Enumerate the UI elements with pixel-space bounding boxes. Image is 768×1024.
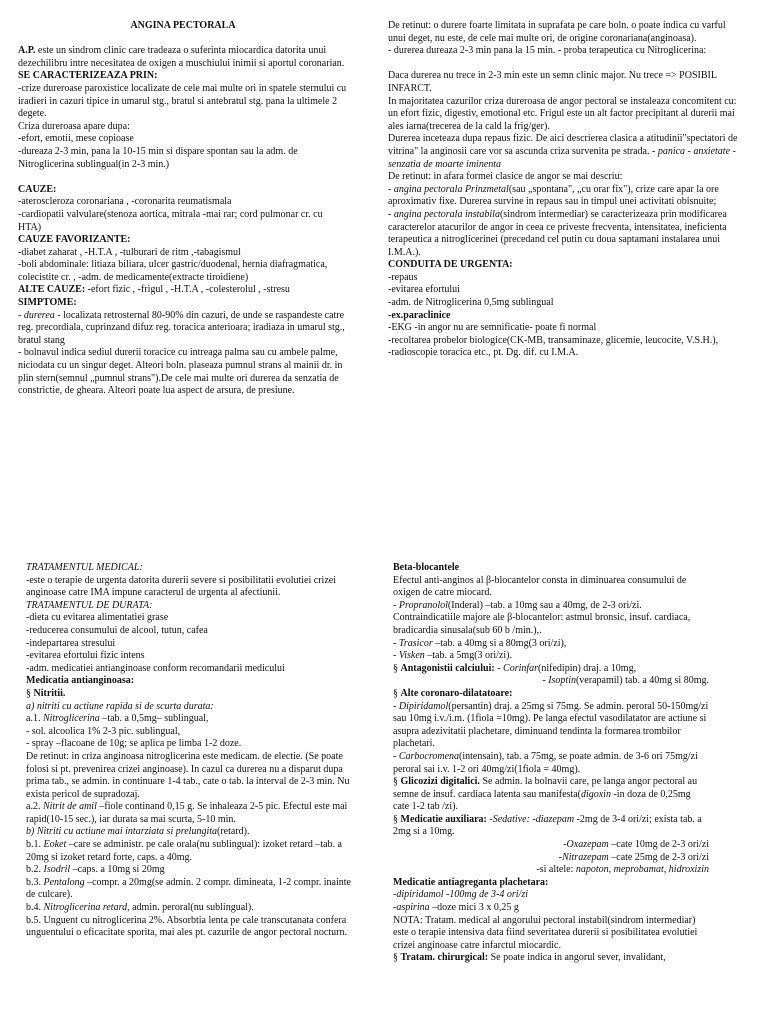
text-segment: Pentalong — [43, 876, 85, 888]
bottom-left-paragraph: b.5. Unguent cu nitroglicerina 2%. Absorbtia lenta pe cale transcutanata confera unguentului o eficacitate sporita, mai ales pt. cazurile de angor pectoral nocturn. — [26, 914, 347, 939]
bottom-right-paragraph: Medicatie antiagreganta plachetara: — [393, 876, 549, 888]
text-segment: Corinfar — [503, 662, 539, 674]
text-segment: § — [393, 662, 401, 674]
text-segment: (verapamil) tab. a 40mg si 80mg. — [575, 675, 709, 687]
text-segment: Nitrit de amil — [42, 801, 97, 813]
bottom-left-paragraph: TRATAMENTUL DE DURATA: — [26, 599, 153, 611]
bottom-right-paragraph — [393, 650, 709, 663]
text-segment: - — [558, 851, 563, 863]
bottom-left-paragraph — [26, 839, 354, 864]
text-segment: b.2. — [26, 864, 44, 876]
text-segment: § — [393, 952, 401, 964]
text-segment: b) Nitriti cu actiune mai intarziata si prelungita — [26, 826, 218, 838]
text-segment: b.4. — [26, 902, 44, 914]
text-segment: Tratam. chirurgical: — [400, 952, 489, 964]
text-segment: Medicatie auxiliara: — [400, 813, 487, 825]
text-segment: - — [393, 750, 399, 762]
top-left-paragraph: -cardiopatii valvulare(stenoza aortica, mitrala -mai rar; cord pulmonar cr. cu HTA) — [18, 208, 323, 233]
bottom-right-paragraph — [393, 638, 709, 651]
top-left-paragraph: Criza dureroasa apare dupa: — [18, 120, 130, 132]
bottom-left-paragraph: De retinut: in criza anginoasa nitroglicerina este medicam. de electie. (Se poate folosi si pt. prevenirea crizei anginoase). In cazul ca durerea nu a disparut dupa prima tab., se admin. in continuare 1-4 tab., cate o tab. la interval de 2-3 min. Nu exista pericol de supradozaj. — [26, 750, 350, 800]
bottom-left-paragraph — [26, 801, 354, 826]
top-left-paragraph: -efort, emotii, mese copioase — [18, 133, 134, 145]
text-segment: –cate 10mg de 2-3 ori/zi — [608, 839, 709, 851]
top-right-paragraph: -recoltarea probelor biologice(CK-MB, transaminaze, glicemie, leucocite, V.S.H.), — [388, 334, 719, 346]
text-segment: angina pectorala instabila — [393, 208, 500, 220]
top-right-paragraph: -EKG -in angor nu are semnificatie- poate fi normal — [388, 322, 597, 334]
top-right-paragraph — [388, 133, 738, 171]
text-segment: § — [26, 687, 34, 699]
text-segment: Se poate indica in angorul sever, invalidant, — [488, 952, 666, 964]
text-segment: -aspirina — [393, 902, 430, 914]
text-segment: Glicozizi digitalici. — [400, 776, 480, 788]
text-segment: este un sindrom clinic care tradeaza o suferinta miocardica datorita unui dezechilibru intre necesitatea de oxigen a muschiului inimii si aportul coronarian. — [18, 45, 345, 69]
text-segment: –doze mici 3 x 0,25 g — [429, 902, 519, 914]
text-segment: napoton, meprobamat, hidroxizin — [575, 864, 709, 876]
top-left-paragraph: -crize dureroase paroxistice localizate de cele mai multe ori in spatele sternului cu iradieri in cazuri tipice in umarul stg., bratul si antebratul stg. pana la ultimele 2 degete. — [18, 82, 347, 120]
text-segment: (intensain), tab. a 75mg, se poate admin. de 3-6 ori 75mg/zi peroral sai i.v. 1-2 ori 40mg/zi(1fiola = 40mg). — [393, 750, 698, 775]
top-left-paragraph — [18, 310, 348, 348]
text-segment: - — [563, 839, 567, 851]
bottom-left-paragraph: -indepartarea stresului — [26, 637, 116, 649]
top-left-paragraph — [18, 284, 348, 297]
bottom-right-paragraph: Beta-blocantele — [393, 562, 460, 573]
bottom-left-paragraph — [26, 902, 354, 915]
bottom-left-paragraph — [26, 877, 354, 902]
bottom-right-paragraph — [393, 675, 709, 688]
bottom-right-paragraph — [393, 952, 709, 965]
bottom-left-paragraph — [26, 864, 354, 877]
text-segment: - — [542, 675, 549, 687]
top-left-paragraph — [18, 171, 348, 184]
text-segment: –tab. a 0,5mg– sublingual, — [99, 713, 209, 725]
text-segment: - — [494, 662, 504, 674]
text-segment: A.P. — [18, 45, 38, 57]
text-segment: - — [486, 813, 493, 825]
text-segment: Nitritii. — [33, 687, 66, 699]
bottom-right-paragraph — [393, 776, 709, 814]
top-left-paragraph: CAUZE FAVORIZANTE: — [18, 234, 131, 246]
top-right-paragraph — [388, 209, 738, 259]
top-right-paragraph: -evitarea efortului — [388, 284, 460, 296]
top-right-paragraph: De retinut: o durere foarte limitata in suprafata pe care boln. o poate indica cu varful unui deget, nu este, de cele mai multe ori, de origine coronariana(anginoasa). — [388, 20, 726, 44]
text-segment: Propranolol — [398, 599, 448, 611]
bottom-right-paragraph — [393, 902, 709, 915]
bottom-left-paragraph — [26, 826, 354, 839]
text-segment: Dipiridamol — [398, 700, 449, 712]
text-segment: panica - anxietate - senzatia de moarte iminenta — [388, 145, 736, 170]
top-left-paragraph: -diabet zaharat , -H.T.A , -tulburari de ritm ,-tabagismul — [18, 246, 241, 258]
text-segment: angina pectorala Prinzmetal — [393, 183, 509, 195]
bottom-left-column — [26, 562, 354, 940]
bottom-left-paragraph — [26, 713, 354, 726]
top-left-paragraph: -dureaza 2-3 min, pana la 10-15 min si dispare spontan sau la adm. de Nitroglicerina sublingual(in 2-3 min.) — [18, 145, 298, 170]
text-segment: Eoket — [43, 839, 67, 851]
text-segment: (nifedipin) draj. a 10mg, — [538, 662, 637, 674]
text-segment: § — [393, 776, 401, 788]
top-right-paragraph: CONDUITA DE URGENTA: — [388, 259, 513, 271]
text-segment: b.3. — [26, 876, 44, 888]
text-segment: - localizata retrosternal 80-90% din cazuri, de unde se raspandeste catre reg. precordiala, cuprinzand difuz reg. toracica anterioara; iradiaza in umarul stg., bratul stang — [18, 309, 345, 346]
text-segment: Isoptin — [548, 675, 576, 687]
text-segment: ALTE CAUZE: — [18, 284, 88, 296]
top-left-paragraph: CAUZE: — [18, 183, 57, 195]
text-segment: § — [393, 813, 401, 825]
bottom-right-paragraph — [393, 600, 709, 613]
text-segment: Nitrazepam — [562, 851, 609, 863]
bottom-left-paragraph: - spray –flacoane de 10g; se aplica pe limba 1-2 doze. — [26, 738, 242, 750]
top-right-paragraph: Daca durerea nu trece in 2-3 min este un semn clinic major. Nu trece => POSIBIL INFARCT. — [388, 70, 717, 94]
text-segment: Visken — [398, 650, 425, 662]
bottom-right-paragraph — [393, 839, 709, 852]
bottom-right-paragraph — [393, 852, 709, 865]
bottom-left-paragraph: - sol. alcoolica 1% 2-3 pic. sublingual, — [26, 725, 181, 737]
top-left-paragraph — [18, 45, 348, 70]
bottom-right-paragraph — [393, 814, 709, 839]
text-segment: -2mg de 3-4 ori/zi; exista tab. a 2mg si a 10mg. — [393, 813, 702, 838]
text-segment: -in doza de 0,25mg cate 1-2 tab /zi). — [393, 788, 691, 813]
bottom-left-paragraph: TRATAMENTUL MEDICAL: — [26, 562, 143, 573]
text-segment: durerea — [23, 309, 55, 321]
text-segment: Nitroglicerina retard — [43, 902, 128, 914]
text-segment: a.1. — [26, 713, 43, 725]
text-segment: Alte coronaro-dilatatoare: — [400, 687, 513, 699]
top-right-paragraph — [388, 184, 738, 209]
bottom-right-paragraph: Efectul anti-anginos al β-blocantelor consta in diminuarea consumului de oxigen de catre miocard. — [393, 574, 687, 599]
top-left-paragraph: SIMPTOME: — [18, 297, 77, 309]
text-segment: Trasicor — [398, 637, 433, 649]
bottom-left-paragraph: a) nitriti cu actiune rapida si de scurta durata: — [26, 700, 214, 712]
top-left-paragraph: ANGINA PECTORALA — [130, 20, 236, 31]
bottom-left-paragraph: -dieta cu evitarea alimentatiei grase — [26, 612, 169, 624]
text-segment: Isodril — [43, 864, 71, 876]
text-segment: (Inderal) –tab. a 10mg sau a 40mg, de 2-3 ori/zi. — [447, 599, 642, 611]
text-segment: –caps. a 10mg si 20mg — [70, 864, 165, 876]
bottom-left-paragraph: -este o terapie de urgenta datorita durerii severe si posibilitatii evolutiei crizei anginoase catre IMA impune caracterul de urgenta al afectiunii. — [26, 574, 336, 599]
text-segment: -efort fizic , -frigul , -H.T.A , -colesterolul , -stresu — [87, 284, 290, 296]
top-right-paragraph — [388, 58, 738, 71]
text-segment: - — [18, 309, 24, 321]
bottom-right-paragraph — [393, 688, 709, 701]
text-segment: - — [393, 650, 399, 662]
top-right-paragraph: - durerea dureaza 2-3 min pana la 15 min. - proba terapeutica cu Nitroglicerina: — [388, 45, 707, 57]
top-left-paragraph: - bolnavul indica sediul durerii toracice cu intreaga palma sau cu ambele palme, niciodata cu un singur deget. Alteori boln. plaseaza pumnul strans al mainii dr. in plin stern(semnul „pumnul strans").De cele mai multe ori durerea da senzatia de constrictie, de gheara. Alteori poate lua aspect de arsura, de presiune. — [18, 347, 343, 397]
bottom-right-paragraph: -dipiridamol -100mg de 3-4 ori/zi — [393, 889, 528, 901]
bottom-right-paragraph: Contraindicatiile majore ale β-blocantelor: astmul bronsic, insuf. cardiaca, bradicardia sinusala(sub 60 b /min.),. — [393, 612, 691, 636]
top-left-paragraph: SE CARACTERIZEAZA PRIN: — [18, 70, 158, 82]
text-segment: (sau „spontana", „cu orar fix"), crize care apar la ore aproximativ fixe. Durerea survine in repaus sau in timpul unei activitati obisnuite; — [388, 183, 719, 208]
top-left-column — [18, 20, 348, 398]
text-segment: –tab. a 5mg(3 ori/zi). — [424, 650, 512, 662]
top-right-paragraph: In majoritatea cazurilor criza dureroasa de angor pectoral se instaleaza concomitent cu: un efort fizic, digestiv, emotional etc. Frigul este un alt factor precipitant al durerii mai ales iarna(trecerea de la cald la frig/ger). — [388, 95, 737, 132]
text-segment: Carbocromena — [398, 750, 460, 762]
top-left-paragraph: -boli abdominale: litiaza biliara, ulcer gastric/duodenal, hernia diafragmatica, colecistite cr. , -adm. de medicamente(extracte tiroidiene) — [18, 259, 328, 283]
text-segment: –compr. a 20mg(se admin. 2 compr. dimineata, 1-2 compr. inainte de culcare). — [26, 876, 351, 901]
top-right-paragraph: -repaus — [388, 271, 418, 283]
text-segment: - — [388, 208, 394, 220]
text-segment: - — [393, 700, 399, 712]
bottom-left-paragraph: -reducerea consumului de alcool, tutun, cafea — [26, 624, 208, 636]
text-segment: , admin. peroral(nu sublingual). — [127, 902, 254, 914]
top-left-paragraph — [18, 33, 348, 46]
top-left-paragraph: -ateroscleroza coronariana , -coronarita reumatismala — [18, 196, 232, 208]
text-segment: (retard). — [217, 826, 250, 838]
bottom-left-paragraph: -adm. medicatiei antianginoase conform recomandarii medicului — [26, 662, 285, 674]
top-right-paragraph: -adm. de Nitroglicerina 0,5mg sublingual — [388, 297, 554, 309]
top-right-paragraph: -radioscopie toracica etc., pt. Dg. dif. cu I.M.A. — [388, 347, 579, 359]
text-segment: –cate 25mg de 2-3 ori/zi — [608, 851, 709, 863]
text-segment: digoxin — [580, 788, 611, 800]
bottom-right-column — [393, 562, 709, 965]
text-segment: Antagonistii calciului: — [400, 662, 495, 674]
text-segment: Durerea inceteaza dupa repaus fizic. De aici descrierea clasica a atitudinii"spectatori de vitrina" la anginosii care vor sa ascunda criza survenita pe strada. - — [388, 133, 738, 157]
text-segment: –care se administr. pe cale orala(nu sublingual): izoket retard –tab. a 20mg si izoket retard forte, caps. a 40mg. — [26, 839, 342, 863]
text-segment: -si altele: — [536, 864, 576, 876]
text-segment: (persantin) draj. a 25mg si 75mg. Se admin. peroral 50-150mg/zi sau 10mg i.v./i.m. (1fiola =10mg). Pe langa efectul vasodilatator are actiune si asupra adezivitatii plachetare, diminuand tendinta la formarea trombilor plachetari. — [393, 700, 709, 750]
top-right-column — [388, 20, 738, 360]
text-segment: Nitroglicerina — [42, 713, 100, 725]
text-segment: Sedative: -diazepam — [492, 813, 575, 825]
text-segment: (sindrom intermediar) se caracterizeaza prin modificarea caracterelor atacurilor de angor in ceea ce priveste frecventa, intensitatea, ineficienta terapeutica a nitroglicerinei (precedand cel putin cu doua saptamani instalarea unui I.M.A.). — [388, 208, 727, 258]
text-segment: b.1. — [26, 839, 44, 851]
bottom-right-paragraph: NOTA: Tratam. medical al angorului pectoral instabil(sindrom intermediar) este o terapie intensiva data fiind severitatea durerii si posibilitatea evolutiei crizei anginoase catre infarctul miocardic. — [393, 914, 698, 951]
text-segment: Se admin. la bolnavii care, pe langa angor pectoral au semne de insuf. cardiaca latenta sau manifesta( — [393, 776, 698, 800]
text-segment: - — [388, 183, 394, 195]
top-right-paragraph: De retinut: in afara formei clasice de angor se mai descriu: — [388, 171, 623, 183]
top-right-paragraph: -ex.paraclinice — [388, 309, 451, 321]
text-segment: § — [393, 687, 401, 699]
text-segment: - — [393, 599, 399, 611]
text-segment: - — [393, 637, 399, 649]
bottom-right-paragraph — [393, 701, 709, 751]
bottom-right-paragraph — [393, 751, 709, 776]
bottom-left-paragraph — [26, 688, 354, 701]
bottom-right-paragraph — [393, 663, 709, 676]
text-segment: –fiole continand 0,15 g. Se inhaleaza 2-5 pic. Efectul este mai rapid(10-15 sec.), iar durata sa mai scurta, 5-10 min. — [26, 801, 348, 825]
text-segment: Oxazepam — [566, 839, 609, 851]
text-segment: –tab. a 40mg si a 80mg(3 ori/zi), — [432, 637, 567, 649]
bottom-left-paragraph: Medicatia antianginoasa: — [26, 675, 135, 687]
bottom-left-paragraph: -evitarea efortului fizic intens — [26, 650, 145, 662]
bottom-right-paragraph — [393, 864, 709, 877]
text-segment: a.2. — [26, 801, 43, 813]
